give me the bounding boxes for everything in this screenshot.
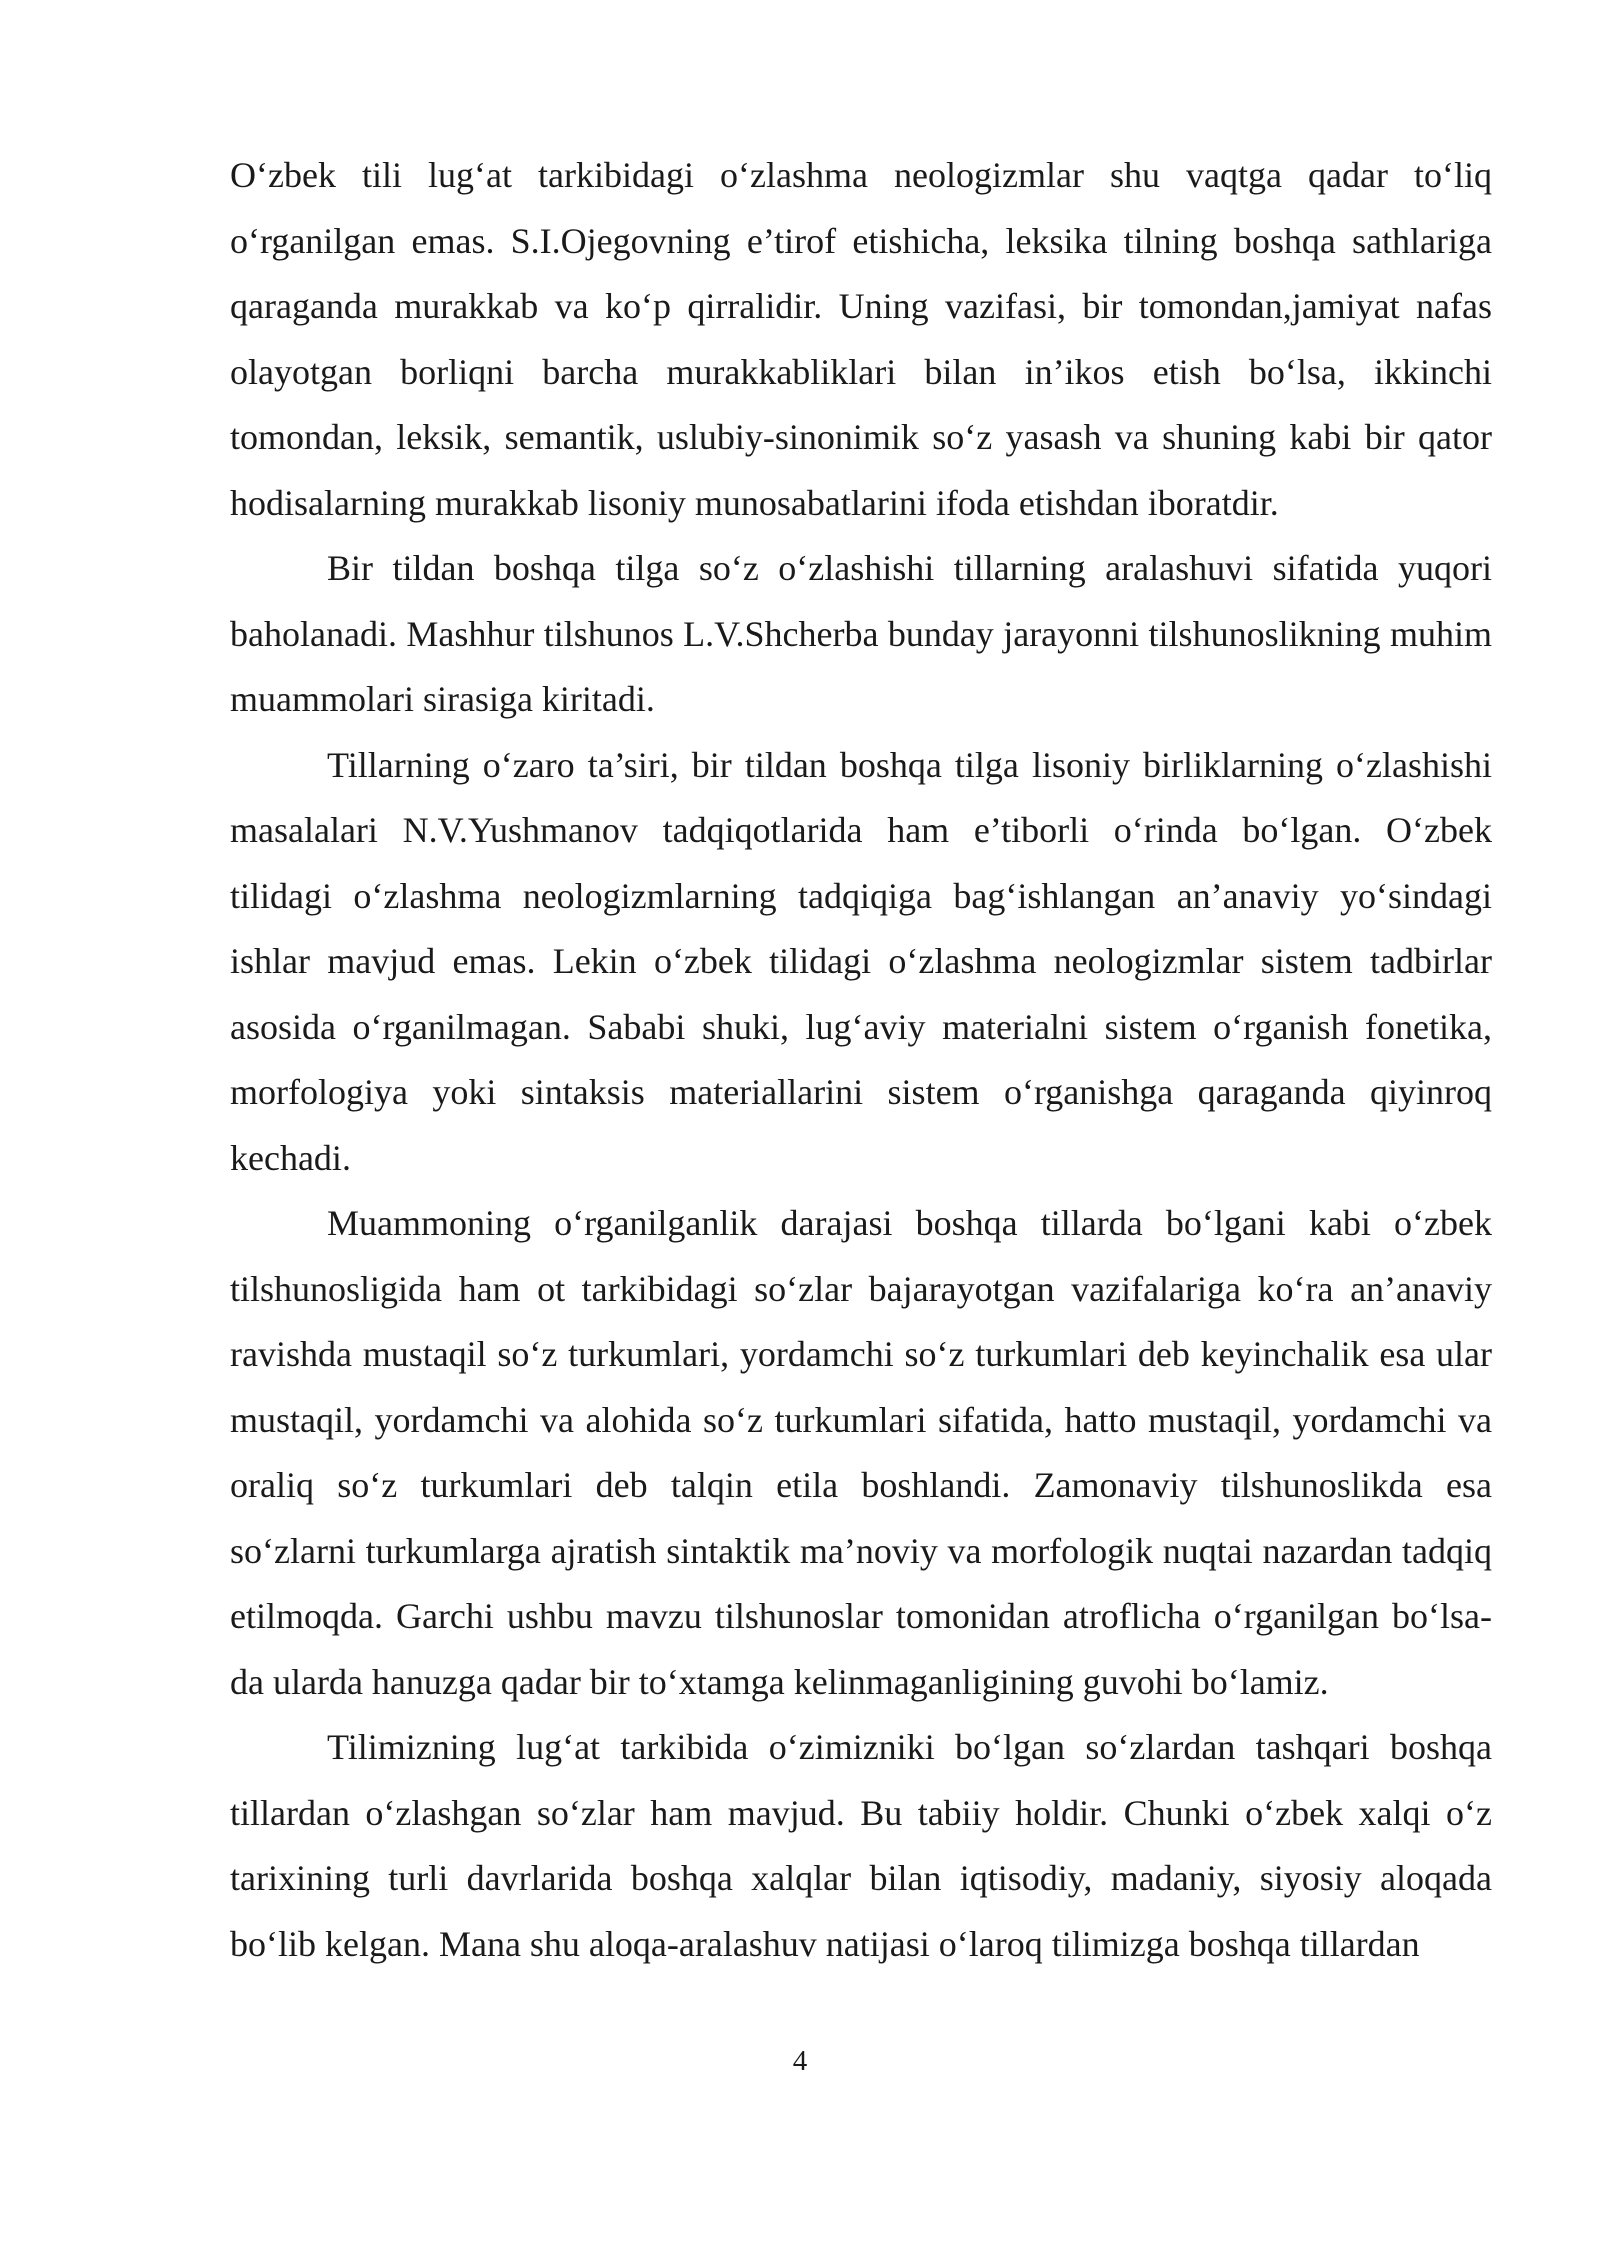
paragraph-5: Tilimizning lug‘at tarkibida o‘zimizniki bo‘lgan so‘zlardan tashqari boshqa tillardan o‘zlashgan so‘zlar ham mavjud. Bu tabiiy holdir. Chunki o‘zbek xalqi o‘z tarixining turli davrlarida boshqa xalqlar bilan iqtisodiy, madaniy, siyosiy aloqada bo‘lib kelgan. Mana shu aloqa-aralashuv natijasi o‘laroq tilimizga boshqa tillardan xyxy=(230,1727,1492,1964)
paragraph-2: Bir tildan boshqa tilga so‘z o‘zlashishi tillarning aralashuvi sifatida yuqori baholanadi. Mashhur tilshunos L.V.Shcherba bunday jarayonni tilshunoslikning muhim muammolari sirasiga kiritadi. xyxy=(230,548,1492,719)
paragraph-3: Tillarning o‘zaro ta’siri, bir tildan boshqa tilga lisoniy birliklarning o‘zlashishi masalalari N.V.Yushmanov tadqiqotlarida ham e’tiborli o‘rinda bo‘lgan. O‘zbek tilidagi o‘zlashma neologizmlarning tadqiqiga bag‘ishlangan an’anaviy yo‘sindagi ishlar mavjud emas. Lekin o‘zbek tilidagi o‘zlashma neologizmlar sistem tadbirlar asosida o‘rganilmagan. Sababi shuki, lug‘aviy materialni sistem o‘rganish fonetika, morfologiya yoki sintaksis materiallarini sistem o‘rganishga qaraganda qiyinroq kechadi. xyxy=(230,744,1492,1178)
body-text xyxy=(230,143,1492,1977)
paragraph-4: Muammoning o‘rganilganlik darajasi boshqa tillarda bo‘lgani kabi o‘zbek tilshunosligida ham ot tarkibidagi so‘zlar bajarayotgan vazifalariga ko‘ra an’anaviy ravishda mustaqil so‘z turkumlari, yordamchi so‘z turkumlari deb keyinchalik esa ular mustaqil, yordamchi va alohida so‘z turkumlari sifatida, hatto mustaqil, yordamchi va oraliq so‘z turkumlari deb talqin etila boshlandi. Zamonaviy tilshunoslikda esa so‘zlarni turkumlarga ajratish sintaktik ma’noviy va morfologik nuqtai nazardan tadqiq etilmoqda. Garchi ushbu mavzu tilshunoslar tomonidan atroflicha o‘rganilgan bo‘lsa-da ularda hanuzga qadar bir to‘xtamga kelinmaganligining guvohi bo‘lamiz. xyxy=(230,1203,1492,1702)
page-number: 4 xyxy=(792,2045,808,2077)
paragraph-1: O‘zbek tili lug‘at tarkibidagi o‘zlashma neologizmlar shu vaqtga qadar to‘liq o‘rganilgan emas. S.I.Ojegovning e’tirof etishicha, leksika tilning boshqa sathlariga qaraganda murakkab va ko‘p qirralidir. Uning vazifasi, bir tomondan,jamiyat nafas olayotgan borliqni barcha murakkabliklari bilan in’ikos etish bo‘lsa, ikkinchi tomondan, leksik, semantik, uslubiy-sinonimik so‘z yasash va shuning kabi bir qator hodisalarning murakkab lisoniy munosabatlarini ifoda etishdan iboratdir. xyxy=(230,155,1492,523)
